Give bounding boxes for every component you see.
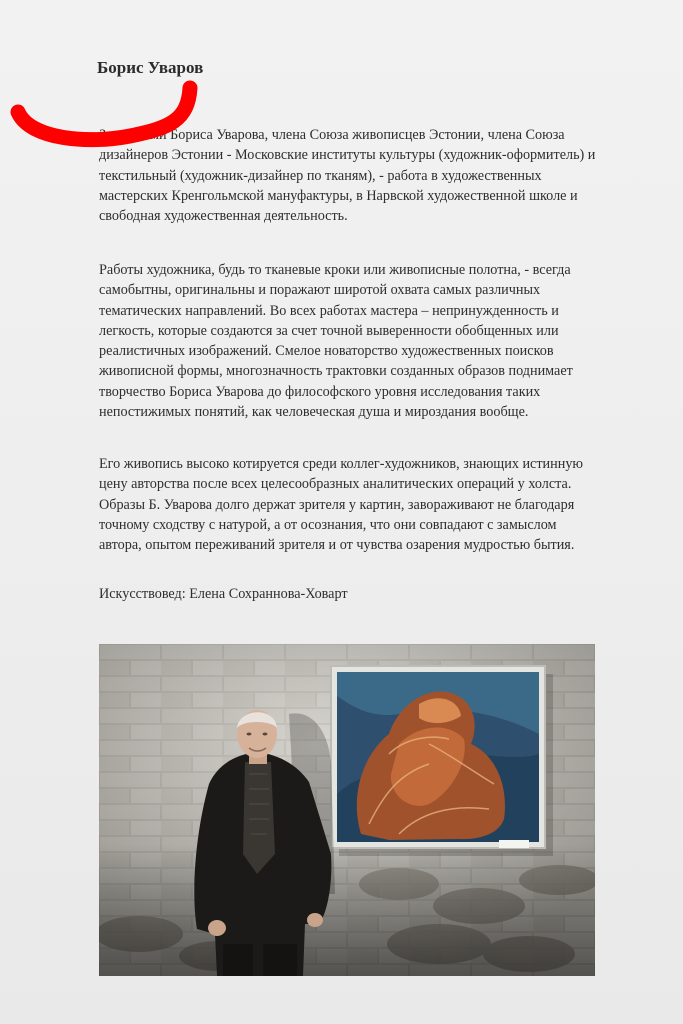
paragraph-reception: Его живопись высоко котируется среди коллег-художников, знающих истинную цену авторства после всех целесообразных аналитических операций у холста. Образы Б. Уварова долго держат зрителя у картин, завораживают не благодаря точному сходству с натурой, а от осознания, что они совпадают с замыслом автора, опытом переживаний зрителя и от чувства озарения мудростью бытия. [99, 456, 584, 554]
paragraph-biography: За плечами Бориса Уварова, члена Союза живописцев Эстонии, члена Союза дизайнеров Эстонии - Московские институты культуры (художник-оформитель) и текстильный (художник-дизайнер по тканям), - работа в художественных мастерских Кренгольмской мануфактуры, в Нарвской художественной школе и свободная художественная деятельность. [99, 127, 596, 225]
document-title: Борис Уваров [97, 58, 204, 77]
paragraph-works: Работы художника, будь то тканевые кроки или живописные полотна, - всегда самобытны, оригинальны и поражают широтой охвата самых различных тематических направлений. Во всех работах мастера – непринужденность и легкость, которые создаются за счет точной выверенности обобщенных или реалистичных изображений. Смелое новаторство художественных поисков живописной формы, многозначность трактовки созданных образов поднимает творчество Бориса Уварова до философского уровня исследования таких непостижимых понятий, как человеческая душа и мироздания вообще. [99, 262, 573, 421]
red-marker-annotation [10, 80, 210, 160]
artist-photo [99, 644, 595, 976]
painting-label [499, 840, 529, 848]
signature-line: Искусствовед: Елена Сохраннова-Ховарт [99, 586, 348, 602]
